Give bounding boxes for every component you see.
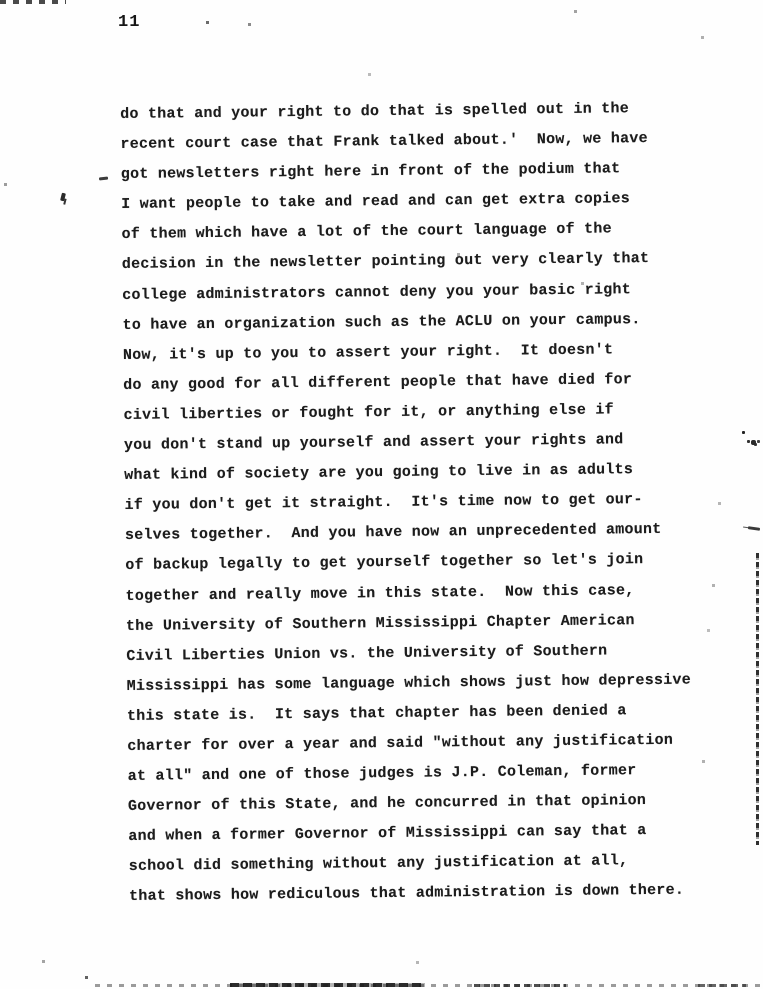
text-line: to have an organization such as the ACLU on your campus.: [122, 310, 641, 334]
scan-artifact-top-edge-dashes: [0, 0, 66, 4]
scan-artifact-bottom-dark-segment: [698, 984, 746, 987]
text-line: selves together. And you have now an unprecedented amount: [124, 521, 662, 545]
scan-artifact-right-smudge: [742, 431, 762, 447]
text-line: at all" and one of those judges is J.P. Coleman, former: [127, 762, 637, 786]
text-line: got newsletters right here in front of the podium that: [120, 160, 621, 184]
text-line: I want people to take and read and can get extra copies: [121, 190, 631, 214]
text-line: of backup legally to get yourself together so let's join: [125, 551, 644, 575]
text-line: this state is. It says that chapter has been denied a: [126, 702, 627, 725]
scan-artifact-right-vertical-line: [756, 553, 759, 845]
text-line: of them which have a lot of the court language of the: [121, 220, 612, 244]
text-line: school did something without any justification at all,: [128, 852, 629, 876]
text-line: recent court case that Frank talked about.' Now, we have: [120, 130, 648, 154]
scan-artifact-right-tick: [748, 526, 760, 531]
scan-artifact-bottom-dark-segment: [474, 984, 566, 987]
scan-artifact-bottom-edge-line: [95, 984, 760, 987]
text-line: and when a former Governor of Mississippi can say that a: [128, 822, 647, 846]
scan-artifact-bottom-dark-segment: [230, 983, 425, 987]
text-line: what kind of society are you going to live in as adults: [124, 461, 634, 485]
text-line: do that and your right to do that is spelled out in the: [120, 100, 630, 123]
text-line: that shows how rediculous that administration is down there.: [128, 882, 685, 906]
scan-artifact-specks: [0, 0, 1, 1]
text-line: charter for over a year and said "without any justification: [127, 731, 674, 755]
typewritten-text-block: [120, 93, 729, 912]
text-line: civil liberties or fought for it, or anything else if: [123, 401, 614, 424]
text-line: do any good for all different people that have died for: [123, 371, 633, 394]
text-line: Mississippi has some language which shows just how depressive: [126, 671, 692, 695]
text-line: Civil Liberties Union vs. the University of Southern: [126, 642, 608, 665]
scan-artifact-left-tick: [60, 193, 66, 202]
text-line: if you don't get it straight. It's time now to get our-: [124, 491, 643, 515]
text-line: decision in the newsletter pointing out very clearly that: [121, 250, 650, 274]
scan-artifact-left-dash: [99, 177, 108, 180]
text-line: together and really move in this state. Now this case,: [125, 581, 635, 605]
text-line: college administrators cannot deny you your basic right: [122, 280, 632, 304]
text-line: Now, it's up to you to assert your right. It doesn't: [122, 341, 614, 364]
text-line: you don't stand up yourself and assert your rights and: [123, 431, 624, 455]
text-line: Governor of this State, and he concurred in that opinion: [127, 792, 647, 816]
text-line: the University of Southern Mississippi Chapter American: [125, 611, 635, 635]
page-number: 11: [118, 13, 141, 32]
